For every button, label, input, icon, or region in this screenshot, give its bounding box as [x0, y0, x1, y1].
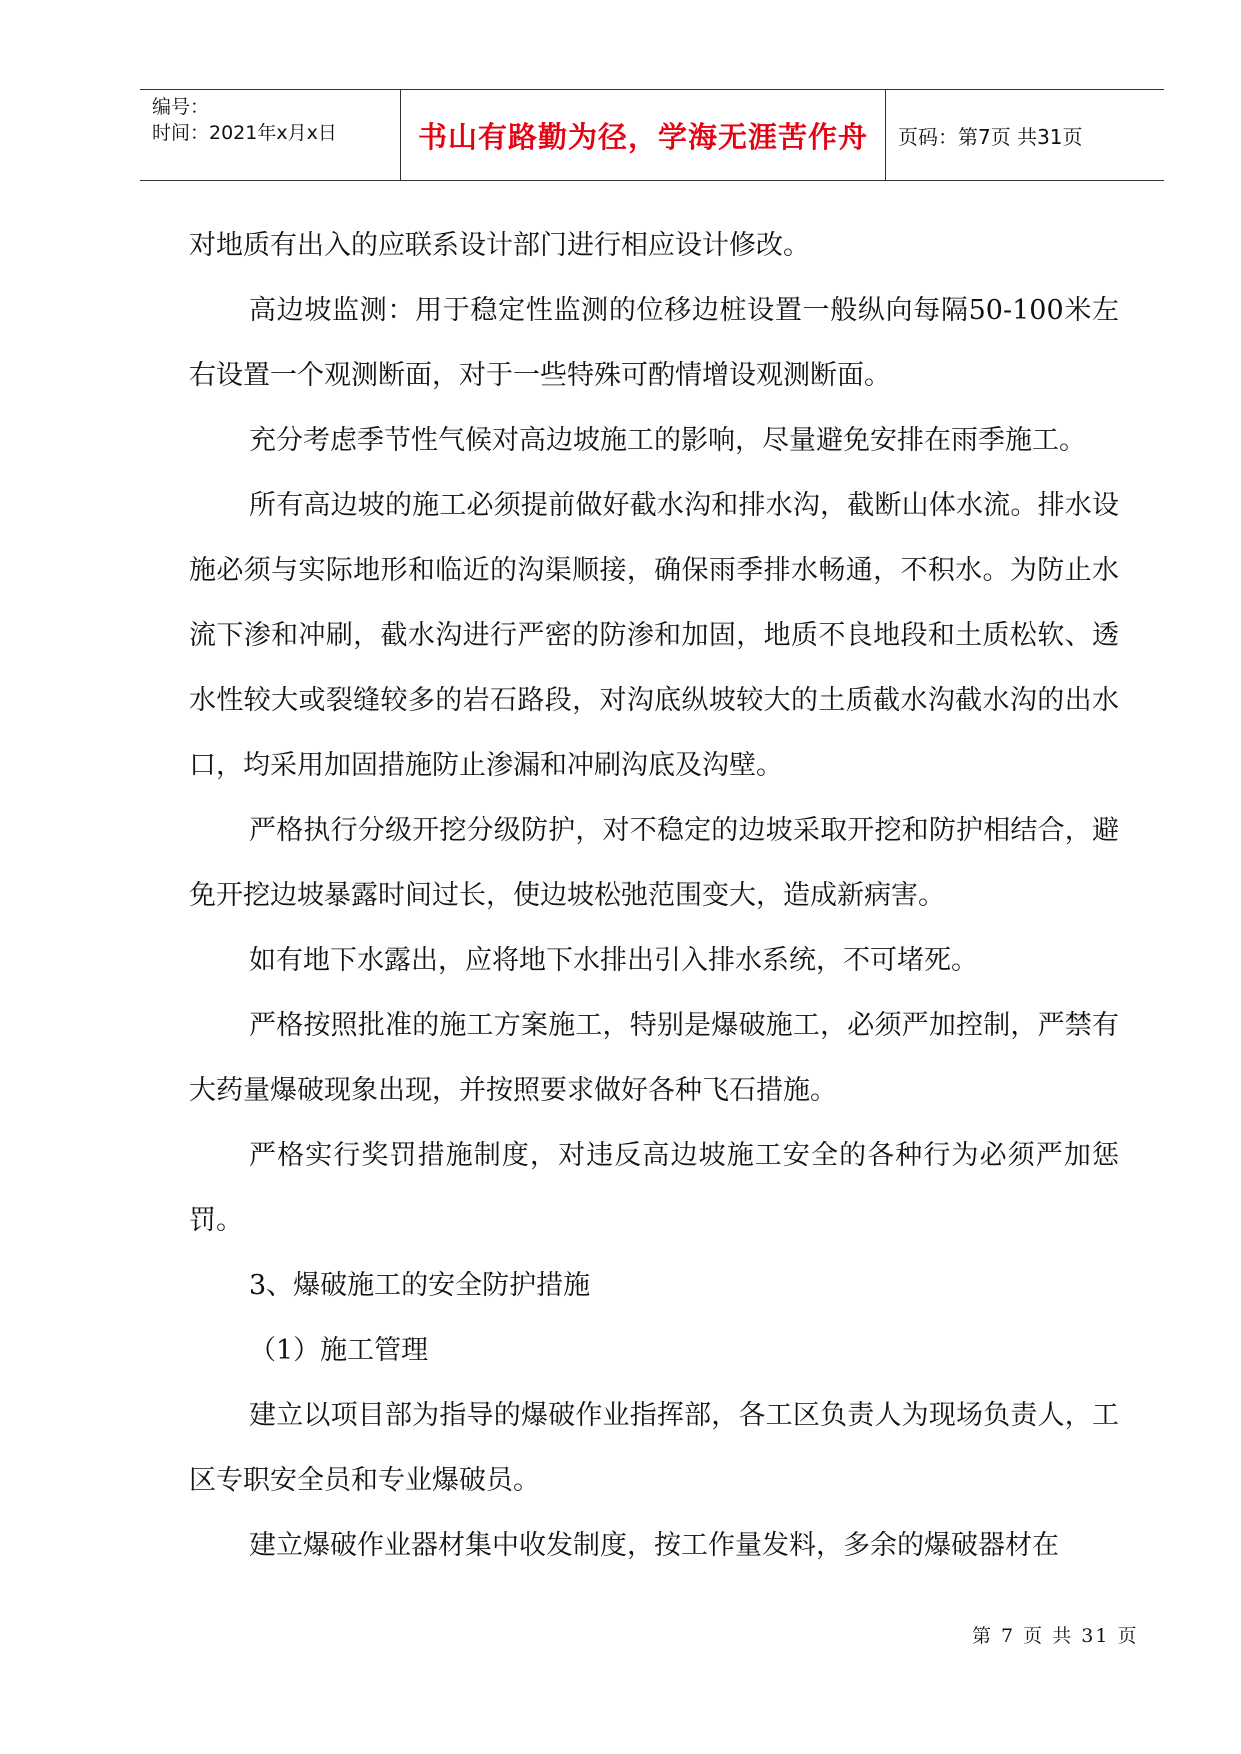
subsection-heading: （1）施工管理 [249, 1335, 429, 1366]
paragraph: 充分考虑季节性气候对高边坡施工的影响，尽量避免安排在雨季施工。 [249, 425, 1086, 456]
paragraph: 如有地下水露出，应将地下水排出引入排水系统，不可堵死。 [249, 945, 978, 976]
document-header [140, 89, 1164, 181]
section-heading: 3、爆破施工的安全防护措施 [249, 1270, 591, 1301]
document-time-label: 时间：2021年x月x日 [152, 122, 337, 144]
paragraph: 所有高边坡的施工必须提前做好截水沟和排水沟，截断山体水流。排水设施必须与实际地形和临近的沟渠顺接，确保雨季排水畅通，不积水。为防止水流下渗和冲刷，截水沟进行严密的防渗和加固，地质不良地段和土质松软、透水性较大或裂缝较多的岩石路段，对沟底纵坡较大的土质截水沟截水沟的出水口，均采用加固措施防止渗漏和冲刷沟底及沟壁。 [189, 490, 1119, 781]
page-footer: 第 7 页 共 31 页 [972, 1625, 1139, 1647]
header-page-cell [886, 90, 1164, 180]
header-motto-cell [401, 90, 886, 180]
document-number-label: 编号： [152, 96, 210, 118]
header-meta-cell [140, 90, 401, 180]
paragraph: 严格实行奖罚措施制度，对违反高边坡施工安全的各种行为必须严加惩罚。 [189, 1140, 1119, 1236]
paragraph: 建立爆破作业器材集中收发制度，按工作量发料，多余的爆破器材在 [249, 1530, 1059, 1561]
document-body [189, 213, 1119, 1578]
paragraph: 严格按照批准的施工方案施工，特别是爆破施工，必须严加控制，严禁有大药量爆破现象出现，并按照要求做好各种飞石措施。 [189, 1010, 1119, 1106]
header-motto: 书山有路勤为径，学海无涯苦作舟 [417, 119, 868, 154]
header-page-code: 页码：第7页 共31页 [898, 124, 1083, 149]
paragraph: 对地质有出入的应联系设计部门进行相应设计修改。 [189, 230, 810, 261]
paragraph: 高边坡监测：用于稳定性监测的位移边桩设置一般纵向每隔50-100米左右设置一个观测断面，对于一些特殊可酌情增设观测断面。 [189, 295, 1119, 391]
paragraph: 严格执行分级开挖分级防护，对不稳定的边坡采取开挖和防护相结合，避免开挖边坡暴露时间过长，使边坡松弛范围变大，造成新病害。 [189, 815, 1119, 911]
paragraph: 建立以项目部为指导的爆破作业指挥部，各工区负责人为现场负责人，工区专职安全员和专业爆破员。 [189, 1400, 1119, 1496]
